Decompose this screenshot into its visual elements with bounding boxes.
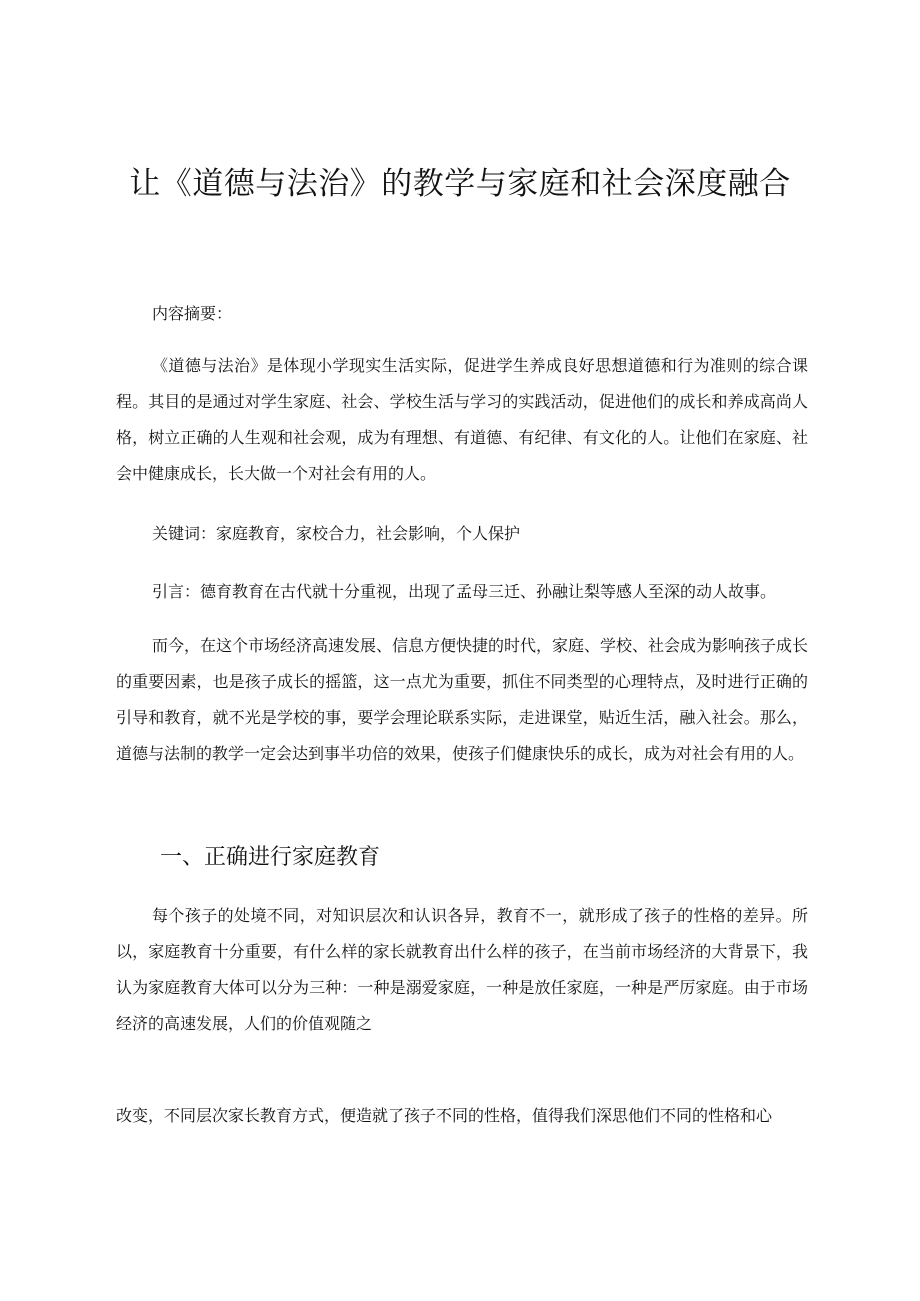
- document-title: 让《道德与法治》的教学与家庭和社会深度融合: [129, 166, 791, 202]
- paragraph-modern-era: 而今，在这个市场经济高速发展、信息方便快捷的时代，家庭、学校、社会成为影响孩子成长的重要因素，也是孩子成长的摇篮，这一点尤为重要，抓住不同类型的心理特点，及时进行正确的引导和教育，就不光是学校的事，要学会理论联系实际，走进课堂，贴近生活，融入社会。那么，道德与法制的教学一定会达到事半功倍的效果，使孩子们健康快乐的成长，成为对社会有用的人。: [116, 636, 809, 763]
- abstract-label: 内容摘要：: [152, 304, 233, 323]
- section-1-heading: 一、正确进行家庭教育: [160, 845, 381, 870]
- section-1-paragraph: 每个孩子的处境不同，对知识层次和认识各异，教育不一，就形成了孩子的性格的差异。所以，家庭教育十分重要，有什么样的家长就教育出什么样的孩子，在当前市场经济的大背景下，我认为家庭教育大体可以分为三种：一种是溺爱家庭，一种是放任家庭，一种是严厉家庭。由于市场经济的高速发展，人们的价值观随之: [116, 906, 808, 1033]
- introduction: 引言：德育教育在古代就十分重视，出现了孟母三迁、孙融让梨等感人至深的动人故事。: [152, 582, 777, 601]
- keywords: 关键词：家庭教育，家校合力，社会影响，个人保护: [152, 524, 521, 543]
- section-1-continued: 改变，不同层次家长教育方式，便造就了孩子不同的性格，值得我们深思他们不同的性格和心: [116, 1106, 773, 1125]
- abstract-text: 《道德与法治》是体现小学现实生活实际，促进学生养成良好思想道德和行为准则的综合课程。其目的是通过对学生家庭、社会、学校生活与学习的实践活动，促进他们的成长和养成高尚人格，树立正确的人生观和社会观，成为有理想、有道德、有纪律、有文化的人。让他们在家庭、社会中健康成长，长大做一个对社会有用的人。: [116, 356, 808, 483]
